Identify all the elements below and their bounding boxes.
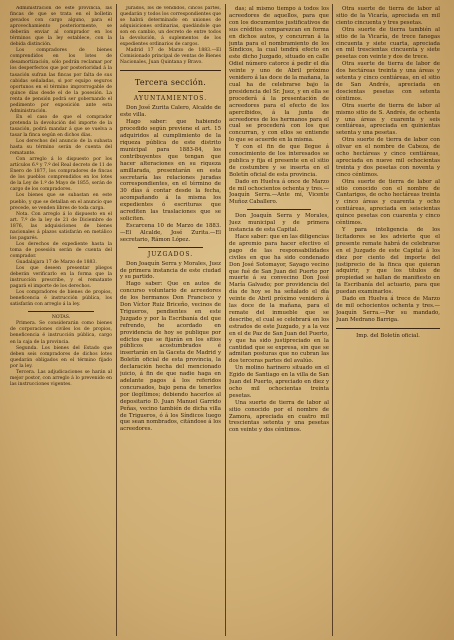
paragraph: Y para inteligencia de los licitadores se les advierte que el presente remate habrá de celebrarse en el Juzgado de este Capital á los diez por ciento del importe del justiprecio de la finca que quieran adquirir, y que los títulos de propiedad se hallan de manifiesto en la Escribanía del actuario, para que puedan examinarlos. — [336, 227, 440, 296]
paragraph: Nota. Con arreglo á lo dispuesto en el art. 7.º de la ley de 21 de Diciembre de 1876, las adquisiciones de bienes nacionales á plazos satisfarán en metálico los pagarés. — [10, 211, 112, 241]
section-title: Tercera sección. — [134, 78, 207, 88]
paragraph: Don Joaquín Serra y Morales, Juez municipal y de primera instancia de esta Capital. — [229, 213, 329, 234]
paragraph: En el caso de que el comprador pretenda la devolución del importe de la tasación, podrá mandar á que se vuelva a tasar la finca según en dichos días. — [10, 114, 112, 138]
paragraph: Los derechos del anuncio de la subasta hasta su término serán de cuenta del rematante. — [10, 139, 112, 157]
paragraph: Otra suerte de tierra de labor con olivar en el nombre de Cabeza, de ocho hectáreas y cinco centiáreas, apreciada en nueve mil ochocientas treinta y dos pesetas con noventa y cinco céntimos. — [336, 137, 440, 178]
paragraph: Los derechos de expediente hasta la toma de posesión serán de cuenta del comprador. — [10, 241, 112, 259]
paragraph: Hace saber: que en las diligencias de apremio para hacer efectivo el pago de las responsabilidades civiles en que ha sido condenado Don José Sotomayor, Sayago vecino que fué de San Juan del Puerto por muerte á su convecino Don José María Galvado; por providencia del día de hoy se ha señalado el día veinte de Abril próximo venidero á las doce de la mañana, para el remate del inmueble que se describe, el cual se celebrará en los estrados de este Juzgado, y a la vez en el de Paz de San Juan del Puerto, y que ha sido justipreciado en la cantidad que se expresa, sin que se admitan posturas que no cubran las dos terceras partes del avalúo. — [229, 234, 329, 365]
section-subtitle: JUZGADOS. — [147, 250, 194, 258]
paragraph: Los compradores de bienes comprendidos en los lotes de desamortización, sólo podrán reclamar por los desperfectos que por posterioridad á la tasación sufran las fincas por falta de sus cabidas señaladas, si por equipo seguros oportunos en el término improrrogable de quince días desde el de la posesión. La renta de pensión podrá ser gobernando el pedimento por exposición ante esta Administración. — [10, 48, 112, 114]
paragraph: Los que deseen presentar pliegos deberán verificarlo en la forma que la instrucción prescribe, y el rematante pagará el importe de los derechos. — [10, 266, 112, 290]
section-rule — [120, 70, 221, 71]
column-divider — [332, 4, 333, 636]
section-rule — [138, 91, 203, 92]
paragraph: Don José Zurita Calero, Alcalde de este villa. — [120, 105, 221, 119]
paragraph: Escarcena 10 de Marzo de 1883.—El Alcalde, José Zurita.—El secretario, Rámon López. — [120, 222, 221, 243]
section-subtitle: AYUNTAMIENTOS. — [133, 95, 208, 103]
column-2 — [120, 6, 221, 636]
note: Primera. Se considerarán como bienes de corporaciones civiles los de propios, beneficencia é instrucción pública, cargo en la caja de la provincia. — [10, 321, 112, 345]
imprint: Imp. del Boletín oficial. — [356, 332, 420, 339]
dateline: Madrid 17 de Marzo de 1883.—El Comisionado principal de ventas de Bienes Nacionales, Juan Quintana y Bravo. — [120, 48, 221, 66]
paragraph: Con arreglo á lo dispuesto por los artículos 6.º y 7.º del Real decreto de 11 de Enero de 1877, los compradores de fincas de los pueblos comprendidos en los lotes de la Ley de 1.º de Mayo de 1855, serán de cargo de los compradores. — [10, 157, 112, 193]
paragraph: Don Joaquín Serra y Morales, Juez de primera instancia de este ciudad y su partido. — [120, 260, 221, 281]
section-rule — [138, 247, 203, 248]
notes-heading: NOTAS. — [51, 315, 71, 321]
paragraph: Otra suerte de tierra de labor al mismo sitio de S. Andrés, de ochenta y una áreas y cuarenta y seis centiáreas, apreciada en quinientas setenta y una pesetas. — [336, 102, 440, 137]
column-3 — [229, 6, 329, 636]
section-rule — [336, 328, 440, 329]
paragraph: Y con el fin de que llegue á conocimiento de los interesados se publica y fija el presente en el sitio de costumbre y se inserta en el Boletín oficial de esta provincia. — [229, 144, 329, 178]
paragraph: Otra suerte de tierra de labor al sitio conocido con el nombre de Cantarigos, de ocho hectáreas treinta y cinco áreas y cuarenta y ocho centiáreas, apreciada en seiscientas quince pesetas con cuarenta y cinco céntimos. — [336, 178, 440, 227]
paragraph: Otra suerte de tierra también al sitio de la Vicaría, de trece fanegas cincuenta y siete cuarta, apreciada en mil trescientas cincuenta y siete pesetas con veinte y dos de trece. — [336, 26, 440, 61]
paragraph: Otra suerte de tierra de labor al sitio de la Vicaría, apreciada en mil ciento cincuenta y tres pesetas. — [336, 6, 440, 26]
dateline: Guadalajara 17 de Marzo de 1883. — [16, 259, 97, 265]
paragraph: Jurados, los de vendidos, cincos partes, quedarán y todos los correspondientes que se habrá determinado en uniones de adquisiciones ordinarias, quedándole que son en cambio, un decreto de entre todos la devolución, á suplementos de los expedientes ordinarios de cargos. — [120, 6, 221, 48]
paragraph: Hago saber: que habiendo procedido según previene el art. 15 adquiridos al cumplimiento de la riqueza pública de este distrito municipal para 1883-84, los contribuyentes que tengan que hacer alteraciones en su riqueza amillarada, presentarán en esta secretaría las relaciones juradas correspondientes, en el término de 30 días á contar desde la fecha, acompañando á la misma los expedientes ó escrituras que acrediten las traslaciones que se soliciten. — [120, 119, 221, 222]
column-divider — [225, 4, 226, 636]
column-1 — [10, 6, 112, 636]
paragraph: Hago saber: Que en autos de concurso voluntario de acreedores de los hermanos Don Francisco y Don Víctor Ruiz Briceño, vecinos de Trigueros, pendientes en este Juzgado y por la Escribanía del que refrendo, he acordado en providencia de hoy se publique por edictos que se fijarán en los sitios públicos acostumbrados é insertarán en la Gaceta de Madrid y Boletín oficial de esta provincia, la declaración hecha del mencionado juicio, á fin de que nadie haga en adelante pagos á los referidos concursados, bajo pena de tenerlos por ilegítimos; debiendo hacerlos al depositario D. Juan Manuel Garrido Peñas, vecino también de dicha villa de Trigueros, ó á los Síndicos luego que sean nombrados, citándose á los acreedores. — [120, 281, 221, 433]
note: Tercera. Las adjudicaciones se harán al mejor postor, con arreglo á lo prevenido en las instrucciones vigentes. — [10, 369, 112, 387]
paragraph: Dado en Huelva á trece de Marzo de mil ochocientos ochenta y tres.—Joaquín Serra.—Por su mandado, Juan Medrano Barriga. — [336, 296, 440, 323]
section-rule — [28, 311, 94, 312]
section-rule — [247, 209, 311, 210]
note: Segunda. Los bienes del Estado que deben seis compradores de dichos lotes quedarán obligados en el término fijado por la ley. — [10, 345, 112, 369]
paragraph: Los compradores de bienes de propios, beneficencia é instrucción pública, los satisfarán con arreglo á la ley. — [10, 290, 112, 308]
paragraph: Otra suerte de tierra de labor de dos hectáreas treinta y una áreas y setenta y cinco centiáreas, en el sitio de San Andrés, apreciada en doscientas pesetas con setenta céntimos. — [336, 61, 440, 102]
paragraph: Un molino harinero situado en el Egido de Santiago en la villa de San Juan del Puerto, apreciado en diez y ocho mil ochocientas treinta pesetas. — [229, 365, 329, 399]
paragraph: Dado en Huelva á once de Marzo de mil ochocientos ochenta y tres.—Joaquín Serra.—Ante mí, Vicente Muñoz Caballero. — [229, 178, 329, 206]
paragraph: Los bienes que se subastan en este pueblo, y que se detallan en el anuncio que precede, se venden libres de toda carga. — [10, 193, 112, 211]
paragraph: das; al mismo tiempo á todos los acreedores de aquellos, para que con los documentos justificativos de sus créditos comparezcan en forma en dichos autos, y concurran á la junta para el nombramiento de los Síndicos, la cual tendrá efecto en este dicho Juzgado, situado en calle Odiel número catorce á pedir el día veinte y uno de Abril próximo venidero á las doce de la mañana, la cual ha de celebrarse bajo la presidencia del Sr. Juez, y en ella se procederá á la presentación de acreedores para el efecto de los apercibidos, á la junta de acreedores de los hermanos para el cual se procederá con los que concurran, y con ellos se entiende lo que se acuerde en la misma. — [229, 6, 329, 144]
column-4 — [336, 6, 440, 636]
paragraph: Administración de este provincia, las fincas de que se trata en el bolletin gevados con cargo alguno, para el aprovechamiento posteriormente, se deberán enviar al comprador en los términos que la ley establece, con la debida distinción. — [10, 6, 112, 48]
column-divider — [116, 4, 117, 636]
paragraph: Una suerte de tierra de labor al sitio conocido por el nombre de Zamora, apreciada en cuatro mil trescientas setenta y una pesetas con veinte y dos céntimos. — [229, 399, 329, 434]
